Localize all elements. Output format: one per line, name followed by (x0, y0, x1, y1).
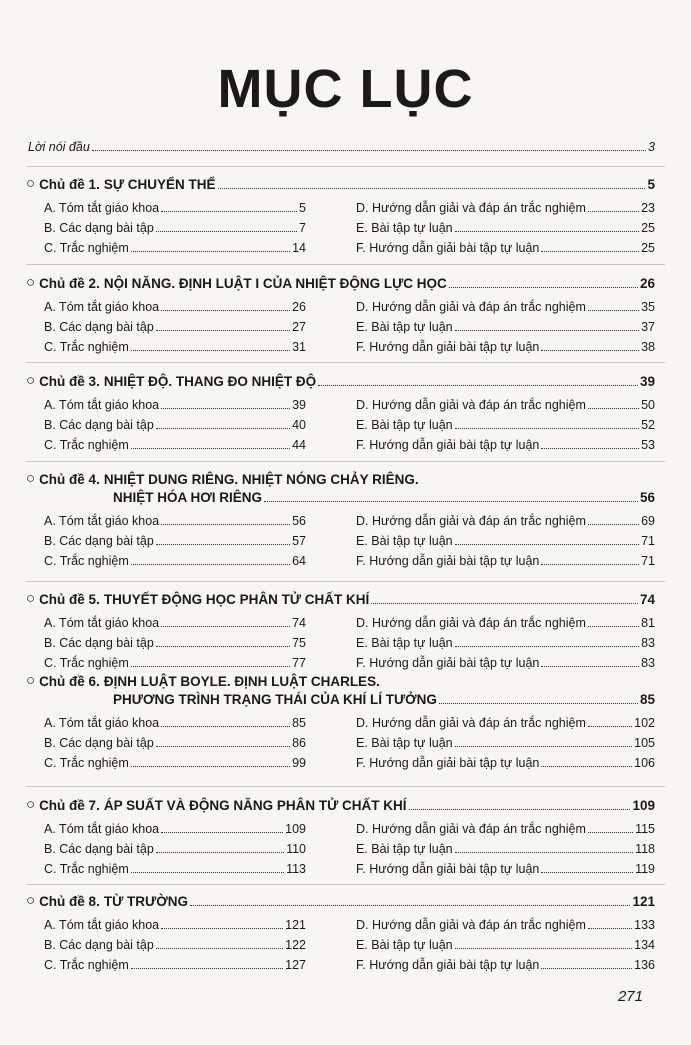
chapter-4 (26, 470, 655, 568)
dot-leader (156, 947, 283, 949)
section-divider (26, 264, 665, 265)
dot-leader (131, 250, 290, 252)
dot-leader (541, 967, 632, 969)
dot-leader (455, 745, 633, 747)
entry-page: 25 (641, 221, 655, 235)
toc-entry[interactable] (356, 528, 655, 548)
chapter-heading[interactable] (26, 470, 655, 487)
toc-entry[interactable] (44, 710, 306, 730)
circle-bullet-icon: ○ (26, 672, 36, 689)
entry-page: 102 (634, 716, 655, 730)
toc-entry[interactable] (356, 548, 655, 568)
entry-text: C. Trắc nghiệm (44, 958, 129, 972)
dot-leader (439, 702, 638, 704)
chapter-title: ĐỊNH LUẬT BOYLE. ĐỊNH LUẬT CHARLES. (103, 674, 380, 689)
dot-leader (588, 407, 639, 409)
dot-leader (161, 309, 290, 311)
preface-entry[interactable] (28, 140, 655, 154)
toc-entry[interactable] (356, 432, 655, 452)
dot-leader (409, 808, 631, 810)
chapter-title: ÁP SUẤT VÀ ĐỘNG NĂNG PHÂN TỬ CHẤT KHÍ (103, 798, 407, 813)
dot-leader (161, 725, 290, 727)
entry-text: C. Trắc nghiệm (44, 656, 129, 670)
entry-text: B. Các dạng bài tập (44, 842, 154, 856)
entry-page: 122 (285, 938, 306, 952)
chapter-5 (26, 590, 655, 670)
dot-leader (161, 831, 283, 833)
dot-leader (371, 602, 638, 604)
dot-leader (588, 625, 639, 627)
toc-entry[interactable] (44, 195, 306, 215)
toc-entry[interactable] (356, 412, 655, 432)
entry-text: E. Bài tập tự luận (356, 938, 453, 952)
entry-page: 23 (641, 201, 655, 215)
dot-leader (161, 625, 290, 627)
entry-page: 38 (641, 340, 655, 354)
section-divider (26, 786, 665, 787)
dot-leader (541, 563, 639, 565)
dot-leader (588, 831, 633, 833)
entry-text: A. Tóm tắt giáo khoa (44, 918, 160, 932)
chapter-2 (26, 274, 655, 354)
entry-text: D. Hướng dẫn giải và đáp án trắc nghiệm (356, 918, 586, 932)
toc-entry[interactable] (356, 195, 655, 215)
toc-entry[interactable] (356, 392, 655, 412)
circle-bullet-icon: ○ (26, 175, 36, 192)
section-divider (26, 884, 665, 885)
toc-entry[interactable] (356, 334, 655, 354)
entry-page: 44 (292, 438, 306, 452)
entry-text: B. Các dạng bài tập (44, 938, 154, 952)
entry-text: B. Các dạng bài tập (44, 736, 154, 750)
entry-text: E. Bài tập tự luận (356, 320, 453, 334)
dot-leader (161, 210, 297, 212)
toc-entry[interactable] (356, 836, 655, 856)
entry-text: C. Trắc nghiệm (44, 438, 129, 452)
chapter-page: 39 (639, 374, 655, 389)
dot-leader (588, 309, 639, 311)
entry-text: A. Tóm tắt giáo khoa (44, 616, 160, 630)
entry-text: F. Hướng dẫn giải bài tập tự luận (356, 340, 540, 354)
circle-bullet-icon: ○ (26, 796, 36, 813)
toc-entry[interactable] (356, 630, 655, 650)
entry-text: B. Các dạng bài tập (44, 418, 154, 432)
entry-text: A. Tóm tắt giáo khoa (44, 300, 160, 314)
dot-leader (161, 523, 290, 525)
dot-leader (92, 149, 646, 151)
toc-entry[interactable] (356, 235, 655, 255)
toc-entry[interactable] (44, 650, 306, 670)
toc-entry[interactable] (356, 314, 655, 334)
chapter-page: 85 (639, 692, 655, 707)
entry-page: 83 (641, 656, 655, 670)
dot-leader (156, 851, 284, 853)
entry-page: 113 (286, 862, 306, 876)
entry-text: B. Các dạng bài tập (44, 320, 154, 334)
dot-leader (156, 427, 290, 429)
dot-leader (588, 210, 639, 212)
section-divider (26, 581, 665, 582)
circle-bullet-icon: ○ (26, 372, 36, 389)
entry-page: 74 (292, 616, 306, 630)
toc-entry[interactable] (44, 610, 306, 630)
entry-text: D. Hướng dẫn giải và đáp án trắc nghiệm (356, 201, 586, 215)
entry-page: 136 (634, 958, 655, 972)
entry-page: 85 (292, 716, 306, 730)
dot-leader (318, 384, 638, 386)
chapter-label: Chủ đề 7. (39, 798, 100, 813)
entry-text: C. Trắc nghiệm (44, 340, 129, 354)
entry-text: F. Hướng dẫn giải bài tập tự luận (356, 958, 540, 972)
entry-text: F. Hướng dẫn giải bài tập tự luận (356, 241, 540, 255)
chapter-heading[interactable] (26, 175, 655, 192)
dot-leader (218, 187, 646, 189)
entry-page: 53 (641, 438, 655, 452)
toc-entry[interactable] (44, 432, 306, 452)
toc-entry[interactable] (356, 215, 655, 235)
dot-leader (131, 871, 284, 873)
entry-text: D. Hướng dẫn giải và đáp án trắc nghiệm (356, 716, 586, 730)
entry-page: 40 (292, 418, 306, 432)
section-divider (26, 461, 665, 462)
toc-entry[interactable] (44, 314, 306, 334)
chapter-page: 56 (639, 490, 655, 505)
dot-leader (588, 725, 632, 727)
entry-page: 64 (292, 554, 306, 568)
page-title: MỤC LỤC (217, 59, 474, 119)
toc-entry[interactable] (44, 932, 306, 952)
dot-leader (455, 543, 639, 545)
page-number: 271 (617, 988, 643, 1005)
chapter-title: NHIỆT DUNG RIÊNG. NHIỆT NÓNG CHẢY RIÊNG. (103, 472, 419, 487)
dot-leader (455, 645, 639, 647)
chapter-page: 74 (639, 592, 655, 607)
toc-entry[interactable] (44, 334, 306, 354)
toc-entry[interactable] (44, 836, 306, 856)
entry-page: 25 (641, 241, 655, 255)
chapter-8 (26, 892, 655, 972)
entry-text: E. Bài tập tự luận (356, 736, 453, 750)
dot-leader (455, 230, 639, 232)
entry-page: 109 (285, 822, 306, 836)
dot-leader (190, 904, 630, 906)
toc-entry[interactable] (356, 294, 655, 314)
dot-leader (588, 523, 639, 525)
entry-page: 35 (641, 300, 655, 314)
chapter-label: Chủ đề 6. (39, 674, 100, 689)
dot-leader (131, 765, 290, 767)
entry-text: B. Các dạng bài tập (44, 534, 154, 548)
chapter-heading[interactable] (26, 590, 655, 607)
dot-leader (588, 927, 632, 929)
dot-leader (541, 665, 639, 667)
dot-leader (131, 665, 290, 667)
entry-page: 26 (292, 300, 306, 314)
dot-leader (161, 407, 290, 409)
entry-text: B. Các dạng bài tập (44, 636, 154, 650)
chapter-heading-line2[interactable] (113, 490, 655, 505)
entry-page: 37 (641, 320, 655, 334)
toc-entry[interactable] (356, 952, 655, 972)
dot-leader (541, 765, 632, 767)
chapter-title-line2: NHIỆT HÓA HƠI RIÊNG (113, 490, 263, 505)
toc-entry[interactable] (356, 710, 655, 730)
dot-leader (541, 871, 633, 873)
entry-text: F. Hướng dẫn giải bài tập tự luận (356, 756, 540, 770)
entry-text: C. Trắc nghiệm (44, 756, 129, 770)
entry-text: A. Tóm tắt giáo khoa (44, 716, 160, 730)
chapter-title: NHIỆT ĐỘ. THANG ĐO NHIỆT ĐỘ (103, 374, 317, 389)
toc-entry[interactable] (44, 912, 306, 932)
toc-entry[interactable] (356, 856, 655, 876)
toc-entry[interactable] (44, 816, 306, 836)
dot-leader (131, 563, 290, 565)
entry-page: 127 (285, 958, 306, 972)
chapter-label: Chủ đề 1. (39, 177, 100, 192)
toc-entry[interactable] (44, 392, 306, 412)
circle-bullet-icon: ○ (26, 274, 36, 291)
circle-bullet-icon: ○ (26, 590, 36, 607)
entry-text: A. Tóm tắt giáo khoa (44, 398, 160, 412)
dot-leader (455, 851, 633, 853)
entry-page: 75 (292, 636, 306, 650)
dot-leader (156, 745, 290, 747)
chapter-7 (26, 796, 655, 876)
toc-entry[interactable] (44, 528, 306, 548)
entry-page: 133 (634, 918, 655, 932)
toc-entry[interactable] (44, 508, 306, 528)
entry-page: 105 (634, 736, 655, 750)
entry-page: 27 (292, 320, 306, 334)
entry-text: B. Các dạng bài tập (44, 221, 154, 235)
dot-leader (156, 230, 297, 232)
entry-page: 56 (292, 514, 306, 528)
chapter-heading[interactable] (26, 796, 655, 813)
toc-entry[interactable] (356, 912, 655, 932)
dot-leader (156, 645, 290, 647)
toc-entry[interactable] (44, 548, 306, 568)
chapter-label: Chủ đề 2. (39, 276, 100, 291)
entry-page: 119 (635, 862, 655, 876)
toc-entry[interactable] (356, 816, 655, 836)
chapter-title: SỰ CHUYỂN THỂ (103, 177, 216, 192)
chapter-heading[interactable] (26, 892, 655, 909)
entry-text: E. Bài tập tự luận (356, 842, 453, 856)
entry-page: 39 (292, 398, 306, 412)
entry-page: 57 (292, 534, 306, 548)
entry-page: 115 (635, 822, 655, 836)
circle-bullet-icon: ○ (26, 892, 36, 909)
entry-page: 83 (641, 636, 655, 650)
toc-entry[interactable] (356, 730, 655, 750)
entry-page: 86 (292, 736, 306, 750)
chapter-page: 109 (632, 798, 655, 813)
entry-page: 71 (641, 554, 655, 568)
toc-entry[interactable] (44, 630, 306, 650)
toc-entry[interactable] (356, 750, 655, 770)
entry-text: A. Tóm tắt giáo khoa (44, 514, 160, 528)
chapter-6 (26, 672, 655, 770)
entry-page: 50 (641, 398, 655, 412)
entry-text: F. Hướng dẫn giải bài tập tự luận (356, 656, 540, 670)
entry-text: D. Hướng dẫn giải và đáp án trắc nghiệm (356, 822, 586, 836)
chapter-title: THUYẾT ĐỘNG HỌC PHÂN TỬ CHẤT KHÍ (103, 592, 370, 607)
dot-leader (541, 349, 639, 351)
chapter-3 (26, 372, 655, 452)
dot-leader (264, 500, 638, 502)
dot-leader (131, 967, 283, 969)
entry-text: D. Hướng dẫn giải và đáp án trắc nghiệm (356, 398, 586, 412)
dot-leader (131, 447, 290, 449)
dot-leader (455, 427, 639, 429)
entry-text: E. Bài tập tự luận (356, 418, 453, 432)
entry-text: D. Hướng dẫn giải và đáp án trắc nghiệm (356, 514, 586, 528)
entry-text: E. Bài tập tự luận (356, 636, 453, 650)
toc-entry[interactable] (356, 650, 655, 670)
preface-label: Lời nói đầu (28, 140, 90, 154)
preface-page: 3 (648, 140, 655, 154)
chapter-heading[interactable] (26, 274, 655, 291)
section-divider (26, 362, 665, 363)
circle-bullet-icon: ○ (26, 470, 36, 487)
toc-entry[interactable] (44, 750, 306, 770)
entry-page: 110 (286, 842, 306, 856)
chapter-heading[interactable] (26, 672, 655, 689)
entry-page: 134 (634, 938, 655, 952)
entry-page: 69 (641, 514, 655, 528)
entry-text: E. Bài tập tự luận (356, 221, 453, 235)
entry-text: D. Hướng dẫn giải và đáp án trắc nghiệm (356, 300, 586, 314)
dot-leader (161, 927, 283, 929)
dot-leader (156, 329, 290, 331)
chapter-title: NỘI NĂNG. ĐỊNH LUẬT I CỦA NHIỆT ĐỘNG LỰC HỌC (103, 276, 447, 291)
chapter-page: 26 (639, 276, 655, 291)
entry-page: 71 (641, 534, 655, 548)
entry-text: C. Trắc nghiệm (44, 862, 129, 876)
toc-entry[interactable] (44, 952, 306, 972)
dot-leader (156, 543, 290, 545)
chapter-page: 121 (632, 894, 655, 909)
toc-entry[interactable] (44, 730, 306, 750)
entry-page: 99 (292, 756, 306, 770)
dot-leader (541, 447, 639, 449)
toc-entry[interactable] (44, 235, 306, 255)
toc-entry[interactable] (44, 294, 306, 314)
dot-leader (455, 947, 633, 949)
entry-text: C. Trắc nghiệm (44, 554, 129, 568)
dot-leader (449, 286, 638, 288)
entry-page: 7 (299, 221, 306, 235)
chapter-1 (26, 175, 655, 255)
toc-entry[interactable] (44, 856, 306, 876)
toc-entry[interactable] (356, 932, 655, 952)
chapter-label: Chủ đề 4. (39, 472, 100, 487)
entry-text: D. Hướng dẫn giải và đáp án trắc nghiệm (356, 616, 586, 630)
entry-text: F. Hướng dẫn giải bài tập tự luận (356, 554, 540, 568)
dot-leader (541, 250, 639, 252)
chapter-label: Chủ đề 8. (39, 894, 100, 909)
toc-entry[interactable] (356, 610, 655, 630)
entry-page: 121 (285, 918, 306, 932)
entry-text: A. Tóm tắt giáo khoa (44, 201, 160, 215)
chapter-title-line2: PHƯƠNG TRÌNH TRẠNG THÁI CỦA KHÍ LÍ TƯỞNG (113, 692, 437, 707)
entry-page: 14 (292, 241, 306, 255)
dot-leader (455, 329, 639, 331)
entry-page: 52 (641, 418, 655, 432)
dot-leader (131, 349, 290, 351)
entry-page: 31 (292, 340, 306, 354)
toc-entry[interactable] (356, 508, 655, 528)
chapter-page: 5 (647, 177, 655, 192)
toc-entry[interactable] (44, 215, 306, 235)
toc-entry[interactable] (44, 412, 306, 432)
entry-page: 106 (634, 756, 655, 770)
chapter-label: Chủ đề 3. (39, 374, 100, 389)
chapter-title: TỪ TRƯỜNG (103, 894, 188, 909)
entry-page: 81 (641, 616, 655, 630)
section-divider (26, 166, 665, 167)
entry-text: E. Bài tập tự luận (356, 534, 453, 548)
chapter-heading-line2[interactable] (113, 692, 655, 707)
chapter-heading[interactable] (26, 372, 655, 389)
chapter-label: Chủ đề 5. (39, 592, 100, 607)
entry-page: 118 (635, 842, 655, 856)
entry-page: 77 (292, 656, 306, 670)
entry-page: 5 (299, 201, 306, 215)
entry-text: F. Hướng dẫn giải bài tập tự luận (356, 862, 540, 876)
entry-text: F. Hướng dẫn giải bài tập tự luận (356, 438, 540, 452)
entry-text: A. Tóm tắt giáo khoa (44, 822, 160, 836)
entry-text: C. Trắc nghiệm (44, 241, 129, 255)
